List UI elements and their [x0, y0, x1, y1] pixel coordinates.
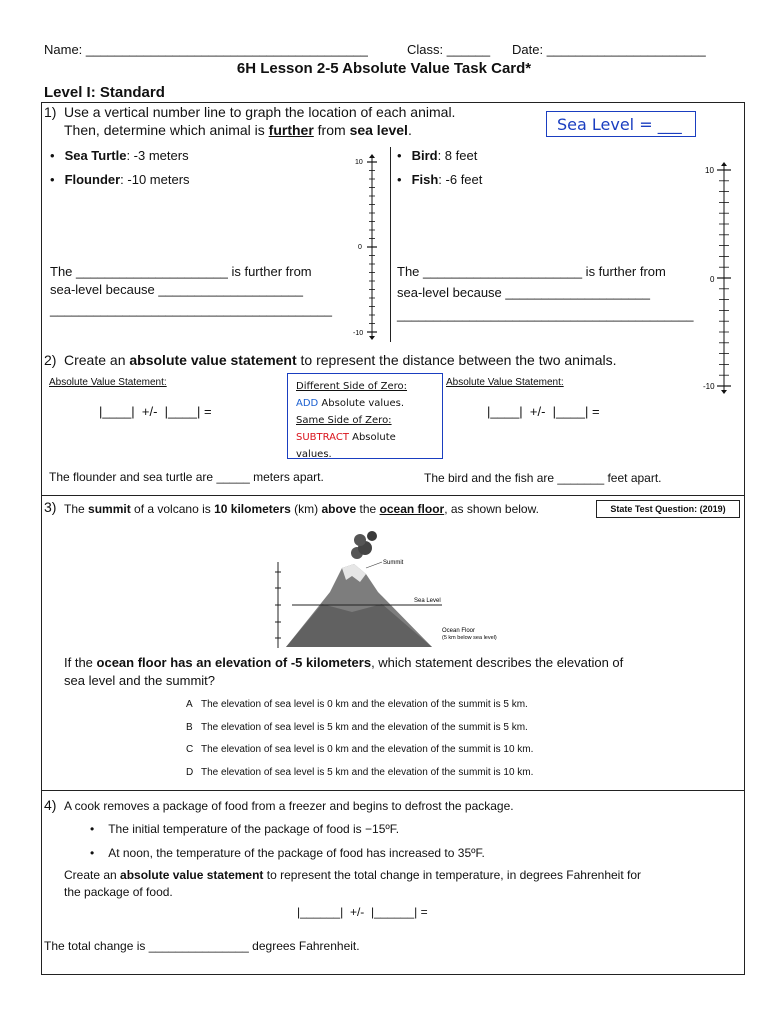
hint-add: ADD Absolute values. — [296, 398, 405, 409]
box-left-border — [41, 102, 42, 975]
smoke-cloud — [354, 534, 366, 546]
animal-bird: • Bird: 8 feet — [397, 148, 478, 163]
q4-create: Create an absolute value statement to represent the total change in temperature, in degrees Fahrenheit for — [64, 868, 641, 882]
figure-ocean-floor-note: (5 km below sea level) — [442, 635, 497, 641]
volcano-figure — [262, 522, 552, 650]
q4-number: 4) — [44, 797, 57, 813]
q3-prompt: The summit of a volcano is 10 kilometers (km) above the ocean floor, as shown below. — [64, 502, 539, 516]
sea-level-box[interactable]: Sea Level = ___ — [546, 111, 696, 137]
right-answer-line2[interactable]: sea-level because ____________________ — [397, 285, 650, 300]
animal-flounder: • Flounder: -10 meters — [50, 172, 190, 187]
summit-pointer — [366, 562, 382, 568]
number-line-right[interactable] — [702, 152, 738, 402]
date-blank[interactable]: ______________________ — [546, 42, 706, 57]
q3-question-line1: If the ocean floor has an elevation of -5 kilometers, which statement describes the elevation of — [64, 655, 624, 670]
q1-further: further — [268, 122, 314, 138]
left-answer-line3[interactable]: _______________________________________ — [50, 302, 332, 317]
option-c[interactable]: C The elevation of sea level is 0 km and the elevation of the summit is 10 km. — [186, 744, 534, 755]
q2-right-formula[interactable]: |____| +/- |____| = — [487, 404, 600, 419]
q3-number: 3) — [44, 499, 57, 515]
number-line-left-top-label: 10 — [355, 159, 363, 166]
number-line-arrow — [721, 162, 727, 166]
figure-summit-label: Summit — [383, 560, 404, 566]
q1-line1: Use a vertical number line to graph the location of each animal. — [64, 104, 456, 120]
hint-box — [287, 373, 443, 459]
smoke-cloud — [367, 531, 377, 541]
figure-ocean-floor-label: Ocean Floor — [442, 628, 476, 634]
q3-question-line2: sea level and the summit? — [64, 673, 216, 688]
q2-left-label: Absolute Value Statement: — [49, 377, 167, 388]
q4-bullet2: • At noon, the temperature of the package of food has increased to 35ºF. — [90, 846, 485, 860]
q2-left-result[interactable]: The flounder and sea turtle are _____ meters apart. — [49, 470, 324, 484]
name-label: Name: _______________________________________ — [44, 42, 368, 57]
box-top-border — [41, 102, 745, 103]
q2-left-formula[interactable]: |____| +/- |____| = — [99, 404, 212, 419]
number-line-arrow — [721, 390, 727, 394]
q4-create-line2: the package of food. — [64, 885, 173, 899]
option-d[interactable]: D The elevation of sea level is 5 km and the elevation of the summit is 10 km. — [186, 767, 534, 778]
hint-different-side: Different Side of Zero: — [296, 381, 408, 392]
number-line-left[interactable] — [352, 148, 382, 344]
name-blank[interactable]: _______________________________________ — [85, 42, 368, 57]
q2-right-label: Absolute Value Statement: — [446, 377, 564, 388]
q2-right-result[interactable]: The bird and the fish are _______ feet apart. — [424, 471, 662, 485]
q2-number: 2) — [44, 352, 57, 368]
q4-result[interactable]: The total change is _______________ degrees Fahrenheit. — [44, 939, 360, 953]
right-answer-line3[interactable]: _________________________________________ — [397, 307, 694, 322]
figure-sea-level-label: Sea Level — [414, 598, 441, 604]
option-a[interactable]: A The elevation of sea level is 0 km and the elevation of the summit is 5 km. — [186, 699, 528, 710]
left-answer-line1[interactable]: The _____________________ is further from — [50, 264, 312, 279]
box-right-border — [744, 102, 745, 975]
animal-sea-turtle: • Sea Turtle: -3 meters — [50, 148, 189, 163]
class-label: Class: ______ — [407, 42, 491, 57]
animal-fish: • Fish: -6 feet — [397, 172, 483, 187]
number-line-right-top-label: 10 — [705, 166, 714, 175]
q1-line2: Then, determine which animal is further from sea level. — [64, 122, 412, 138]
hint-subtract: SUBTRACT Absolute values. — [296, 432, 396, 460]
q4-line1: A cook removes a package of food from a freezer and begins to defrost the package. — [64, 799, 514, 813]
number-line-arrow — [369, 154, 375, 158]
number-line-right-bottom-label: -10 — [703, 382, 715, 391]
state-test-badge: State Test Question: (2019) — [596, 500, 740, 518]
option-b[interactable]: B The elevation of sea level is 5 km and the elevation of the summit is 5 km. — [186, 722, 528, 733]
right-answer-line1[interactable]: The ______________________ is further from — [397, 264, 666, 279]
number-line-right-zero-label: 0 — [710, 275, 715, 284]
box-bottom-border — [41, 974, 745, 975]
q4-formula[interactable]: |______| +/- |______| = — [297, 905, 428, 919]
q1-number: 1) — [44, 104, 57, 120]
page-title: 6H Lesson 2-5 Absolute Value Task Card* — [236, 60, 532, 77]
number-line-arrow — [369, 336, 375, 340]
q4-bullet1: • The initial temperature of the package of food is −15ºF. — [90, 822, 400, 836]
q1-q3-divider — [41, 495, 745, 496]
number-line-left-zero-label: 0 — [358, 244, 362, 251]
class-blank[interactable]: ______ — [446, 42, 491, 57]
date-label: Date: ______________________ — [512, 42, 706, 57]
q1-center-divider — [390, 147, 391, 342]
hint-same-side: Same Side of Zero: — [296, 415, 392, 426]
q2-prompt: Create an absolute value statement to represent the distance between the two animals. — [64, 352, 617, 368]
level-heading: Level I: Standard — [44, 84, 165, 101]
q1-sea-level: sea level — [349, 122, 408, 138]
q3-q4-divider — [41, 790, 745, 791]
number-line-left-bottom-label: -10 — [353, 330, 364, 337]
left-answer-line2[interactable]: sea-level because ____________________ — [50, 282, 303, 297]
